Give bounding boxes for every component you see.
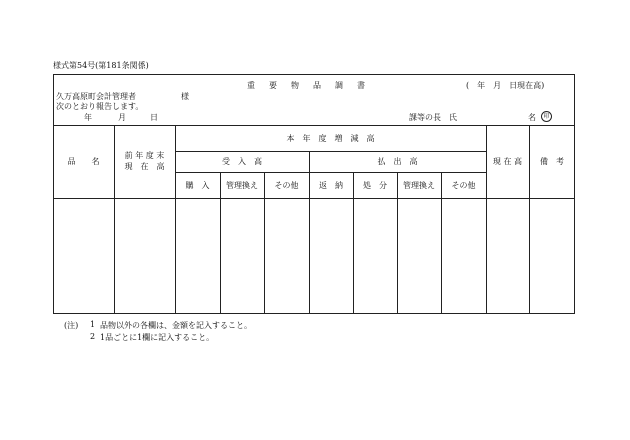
seal-mark: 印: [541, 111, 552, 122]
document-title: 重 要 物 品 調 書: [247, 81, 368, 90]
subheader-purchase: 購 入: [185, 181, 210, 190]
subheader-payout-other: その他: [451, 181, 476, 190]
note-number: 2: [90, 332, 96, 341]
col-divider: [353, 172, 354, 314]
col-divider: [529, 125, 530, 314]
col-divider: [486, 125, 487, 314]
col-divider: [397, 172, 398, 314]
col-divider: [441, 172, 442, 314]
col-divider: [309, 151, 310, 314]
subheader-transfer-in: 管理換え: [226, 181, 258, 190]
col-divider: [220, 172, 221, 314]
as-of-date: ( 年 月 日現在高): [466, 81, 545, 90]
col-divider: [175, 125, 176, 314]
group-header-rule: [175, 151, 486, 152]
note-text: 品物以外の各欄は、金額を記入すること。: [100, 321, 252, 330]
date-month: 月: [118, 113, 126, 122]
header-remarks: 備 考: [540, 157, 564, 166]
header-item-name: 品 名: [67, 157, 100, 166]
col-divider: [264, 172, 265, 314]
header-prev-year-1: 前 年 度 末: [124, 151, 165, 160]
name-label: 名: [528, 113, 536, 122]
header-receive-group: 受 入 高: [222, 157, 262, 166]
date-day: 日: [150, 113, 158, 122]
report-text: 次のとおり報告します。: [56, 102, 144, 111]
header-payout-group: 払 出 高: [377, 157, 418, 166]
header-bottom-rule: [53, 198, 575, 199]
recipient: 久万高原町会計管理者: [56, 92, 136, 101]
header-change-group: 本 年 度 増 減 高: [286, 134, 375, 143]
header-current: 現 在 高: [492, 157, 523, 166]
note-text: 1品ごとに1欄に記入すること。: [100, 333, 215, 342]
subheader-transfer-out: 管理換え: [403, 181, 435, 190]
header-prev-year-2: 現 在 高: [124, 162, 165, 171]
table-frame: [53, 74, 575, 314]
notes-label: (注): [64, 321, 79, 330]
subheader-return: 返 納: [319, 181, 343, 190]
table-top-rule: [53, 125, 575, 126]
subheader-receive-other: その他: [274, 181, 299, 190]
note-number: 1: [90, 320, 96, 329]
form-code: 様式第54号(第181条関係): [53, 61, 149, 70]
honorific: 様: [181, 92, 189, 101]
dept-head: 課等の長 氏: [409, 113, 457, 122]
date-year: 年: [84, 113, 92, 122]
sub-group-rule: [175, 172, 486, 173]
subheader-disposal: 処 分: [363, 181, 387, 190]
